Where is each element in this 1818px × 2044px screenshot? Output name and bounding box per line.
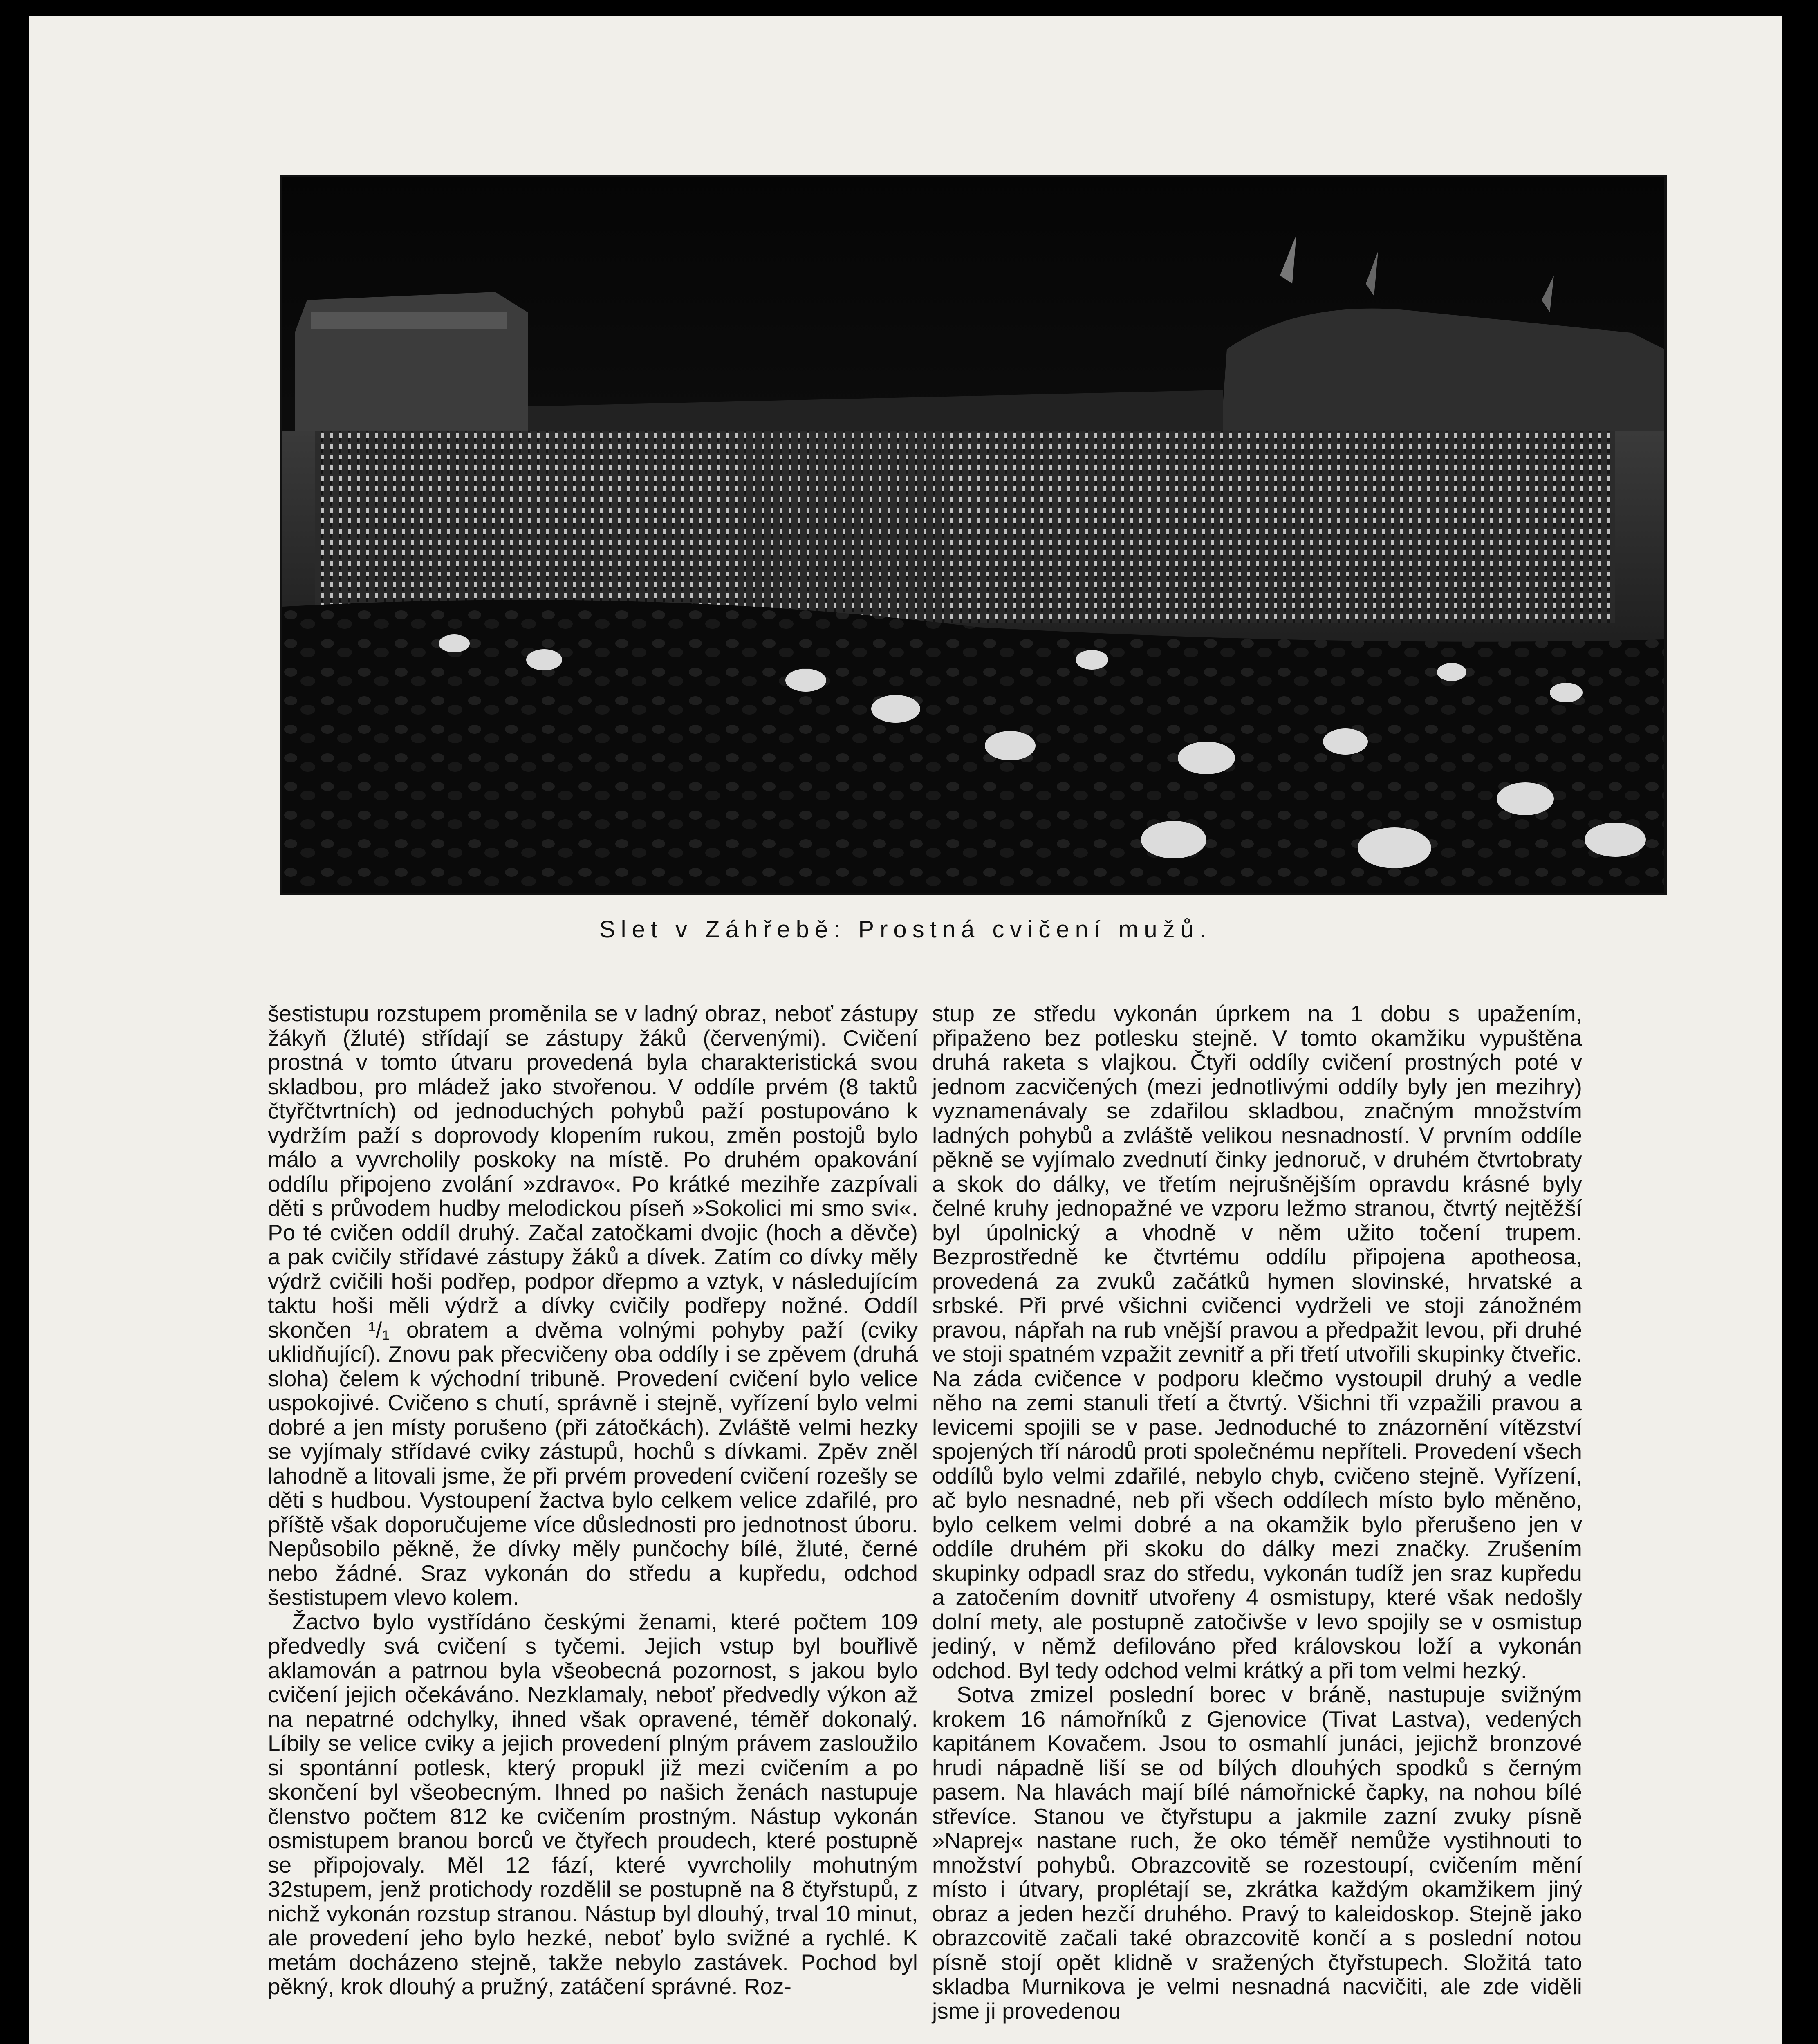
magazine-page — [29, 16, 1782, 2044]
paragraph: Žactvo bylo vystřídáno českými ženami, které počtem 109 předvedly svá cvičení s tyčemi. Jejich vstup byl bouřlivě aklamován a patrnou byla všeobecná pozornost, s jakou bylo cvičení jejich očekáváno. Nezklamaly, neboť předvedly výkon až na nepatrné odchylky, ihned však opravené, téměř dokonalý. Líbily se velice cviky a jejich provedení plným právem zasloužilo si spontánní potlesk, který propukl již mezi cvičením a po skončení byl všeobecným. Ihned po našich ženách nastupuje členstvo počtem 812 ke cvičením prostným. Nástup vykonán osmistupem branou borců ve čtyřech proudech, které postupně se připojovaly. Měl 12 fází, které vyvrcholily mohutným 32stupem, jenž protichody rozdělil se postupně na 8 čtyřstupů, z nichž vykonán rozstup stranou. Nástup byl dlouhý, trval 10 minut, ale provedení jeho bylo hezké, neboť bylo svižné a rychlé. K metám docházeno stejně, takže nebylo zastávek. Pochod byl pěkný, krok dlouhý a pružný, zatáčení správné. Roz- — [268, 1609, 918, 1999]
left-column — [268, 1002, 918, 1999]
stadium-photo — [280, 175, 1667, 895]
paragraph: Sotva zmizel poslední borec v bráně, nastupuje svižným krokem 16 námořníků z Gjenovice (Tivat Lastva), vedených kapitánem Kovačem. Jsou to osmahlí junáci, jejichž bronzové hrudi nápadně liší se od bílých dlouhých spodků s černým pasem. Na hlavách mají bílé námořnické čapky, na nohou bílé střevíce. Stanou ve čtyřstupu a jakmile zazní zvuky písně »Naprej« nastane ruch, že oko téměř nemůže vystihnouti to množství pohybů. Obrazcovitě se rozestoupí, cvičením mění místo i útvary, proplétají se, zkrátka každým okamžikem jiný obraz a jeden hezčí druhého. Pravý to kaleidoskop. Stejně jako obrazcovitě začali také obrazcovitě končí a s poslední notou písně stojí opět klidně v sražených čtyřstupech. Složitá tato skladba Murnikova je velmi nesnadná nacvičiti, ale zde viděli jsme ji provedenou — [932, 1682, 1582, 2024]
paragraph: šestistupu rozstupem proměnila se v ladný obraz, neboť zástupy žákyň (žluté) střídají se zástupy žáků (červenými). Cvičení prostná v tomto útvaru provedená byla charakteristická svou skladbou, pro mládež jako stvořenou. V oddíle prvém (8 taktů čtyřčtvrtních) od jednoduchých pohybů paží postupováno k vydržím paží s doprovody klopením rukou, změn postojů bylo málo a vyvrcholily poskoky na místě. Po druhém opakování oddílu připojeno zvolání »zdravo«. Po krátké mezihře zazpívali děti s průvodem hudby melodickou píseň »Sokolici mi smo svi«. Po té cvičen oddíl druhý. Začal zatočkami dvojic (hoch a děvče) a pak cvičily střídavé zástupy žáků a dívek. Zatím co dívky měly výdrž cvičili hoši podřep, podpor dřepmo a vztyk, v následujícím taktu hoši měli výdrž a dívky cvičily podřepy nožné. Oddíl skončen ¹/₁ obratem a dvěma volnými pohyby paží (cviky uklidňující). Znovu pak přecvičeny oba oddíly i se zpěvem (druhá sloha) čelem k východní tribuně. Provedení cvičení bylo velice uspokojivé. Cvičeno s chutí, správně i stejně, vyřízení bylo velmi dobré a jen místy porušeno (při zátočkách). Zvláště velmi hezky se vyjímaly střídavé cviky zástupů, hochů s dívkami. Zpěv zněl lahodně a litovali jsme, že při prvém provedení cvičení rozešly se děti s hudbou. Vystoupení žactva bylo celkem velice zdařilé, pro příště však doporučujeme více důslednosti pro jednotnost úboru. Nepůsobilo pěkně, že dívky měly punčochy bílé, žluté, černé nebo žádné. Sraz vykonán do středu a kupředu, odchod šestistupem vlevo kolem. — [268, 1001, 918, 1610]
right-column — [932, 1002, 1582, 2023]
figure-caption: Slet v Záhřebě: Prostná cvičení mužů. — [599, 916, 1212, 943]
paragraph: stup ze středu vykonán úprkem na 1 dobu s upažením, připaženo bez potlesku stejně. V tomto okamžiku vypuštěna druhá raketa s vlajkou. Čtyři oddíly cvičení prostných poté v jednom zacvičených (mezi jednotlivými oddíly byly jen mezihry) vyznamenávaly se zdařilou skladbou, značným množstvím ladných pohybů a zvláště velikou nesnadností. V prvním oddíle pěkně se vyjímalo zvednutí činky jednoruč, v druhém čtvrtobraty a skok do dálky, ve třetím nejrušnějším opravdu krásné byly čelné kruhy jednopažné ve vzporu ležmo stranou, čtvrtý nejtěžší byl úpolnický a vhodně v něm užito točení trupem. Bezprostředně ke čtvrtému oddílu připojena apotheosa, provedená za zvuků začátků hymen slovinské, hrvatské a srbské. Při prvé všichni cvičenci vydrželi ve stoji zánožném pravou, nápřah na rub vnější pravou a předpažit levou, při druhé ve stoji spatném vzpažit zevnitř a při třetí utvořili skupinky čtveřic. Na záda cvičence v podporu klečmo vystoupil druhý a vedle něho na zemi stanuli třetí a čtvrtý. Všichni tři vzpažili pravou a levicemi spojili se v pase. Jednoduché to znázornění vítězství spojených tří národů proti společnému nepříteli. Provedení všech oddílů bylo velmi zdařilé, nebylo chyb, cvičeno stejně. Vyřízení, ač bylo nesnadné, neb při všech oddílech místo bylo měněno, bylo celkem velmi dobré a na okamžik bylo přerušeno jen v oddíle druhém při skoku do dálky mezi značky. Zrušením skupinky odpadl sraz do středu, vykonán tudíž jen sraz kupředu a zatočením dovnitř utvořeny 4 osmistupy, které však nedošly dolní mety, ale postupně zatočivše v levo spojily se v osmistup jediný, v němž defilováno před královskou loží a vykonán odchod. Byl tedy odchod velmi krátký a při tom velmi hezký. — [932, 1001, 1582, 1683]
gymnastics-display-image — [282, 177, 1664, 893]
